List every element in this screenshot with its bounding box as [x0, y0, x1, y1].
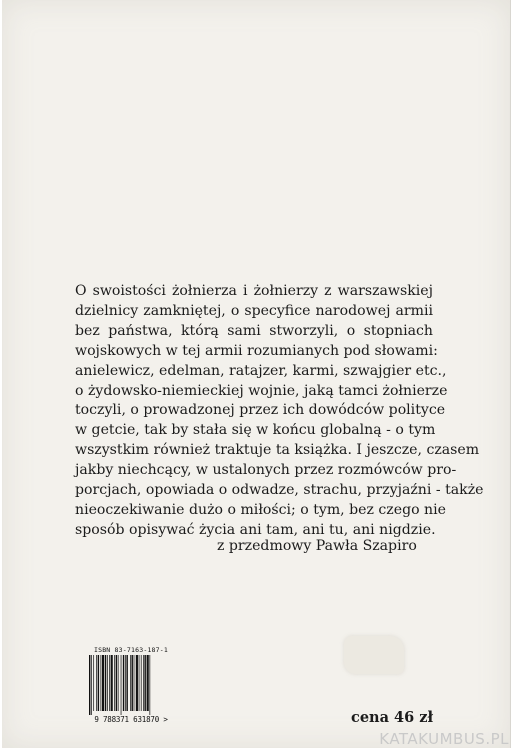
barcode-bar [101, 655, 102, 711]
barcode-bar [93, 655, 94, 711]
blurb-line: O swoistości żołnierza i żołnierzy z warszawskiej [75, 283, 433, 299]
barcode-bar [130, 655, 131, 711]
blurb-line: w getcie, tak by stała się w końcu globalną - o tym [75, 422, 436, 439]
blurb-line: o żydowsko-niemieckiej wojnie, jaką tamci żołnierze [75, 382, 448, 399]
barcode-bar [131, 655, 132, 711]
barcode-bar [139, 655, 140, 711]
barcode-bar [123, 655, 124, 711]
barcode-bar [144, 655, 145, 711]
blurb-line: nieoczekiwanie dużo o miłości; o tym, bez czego nie [75, 501, 446, 518]
blurb-line: dzielnicy zamkniętej, o specyfice narodowej armii [75, 302, 433, 319]
blurb-line: bez państwa, którą sami stworzyli, o stopniach [75, 322, 433, 339]
blurb-line: wszystkim również traktuje ta książka. I jeszcze, czasem [75, 442, 480, 459]
foreword-attribution: z przedmowy Pawła Szapiro [217, 538, 417, 554]
isbn-label: ISBN 83-7163-187-1 [93, 646, 169, 654]
barcode-digits: 9 788371 631870 > [94, 715, 168, 724]
watermark-text: KATAKUMBUS.PL [379, 730, 509, 748]
barcode-bar [141, 655, 142, 711]
barcode-bar [116, 655, 117, 711]
blurb-line: porcjach, opowiada o odwadze, strachu, przyjaźni - także [75, 482, 484, 499]
barcode-bar [143, 655, 144, 711]
barcode-bar [109, 655, 110, 711]
barcode-bar [107, 655, 108, 711]
barcode-bar [89, 655, 90, 715]
barcode-bar [149, 655, 150, 715]
barcode-bar [111, 655, 113, 711]
isbn-barcode [85, 646, 177, 726]
blurb-line: jakby niechcący, w ustalonych przez rozmówców pro- [75, 462, 457, 479]
barcode-bar [136, 655, 138, 711]
barcode-bars [85, 655, 177, 715]
barcode-bar [98, 655, 99, 711]
sticker-residue [344, 636, 404, 674]
barcode-bar [102, 655, 104, 711]
blurb-line: sposób opisywać życia ani tam, ani tu, ani nigdzie. [75, 521, 436, 538]
barcode-bar [147, 655, 149, 711]
blurb-line: toczyli, o prowadzonej przez ich dowódców polityce [75, 402, 446, 419]
barcode-bar [125, 655, 126, 711]
barcode-bar [121, 655, 122, 715]
barcode-bar [96, 655, 97, 711]
barcode-bar [118, 655, 119, 711]
barcode-bar [114, 655, 115, 711]
barcode-bar [134, 655, 135, 711]
barcode-bar [105, 655, 106, 711]
blurb-line: anielewicz, edelman, ratajzer, karmi, szwajgier etc., [75, 362, 447, 379]
blurb-text [75, 282, 484, 541]
barcode-bar [91, 655, 92, 715]
price-label: cena 46 zł [351, 709, 434, 726]
book-back-cover [2, 0, 511, 748]
blurb-line: wojskowych w tej armii rozumianych pod słowami: [75, 342, 438, 359]
barcode-bar [126, 655, 127, 711]
